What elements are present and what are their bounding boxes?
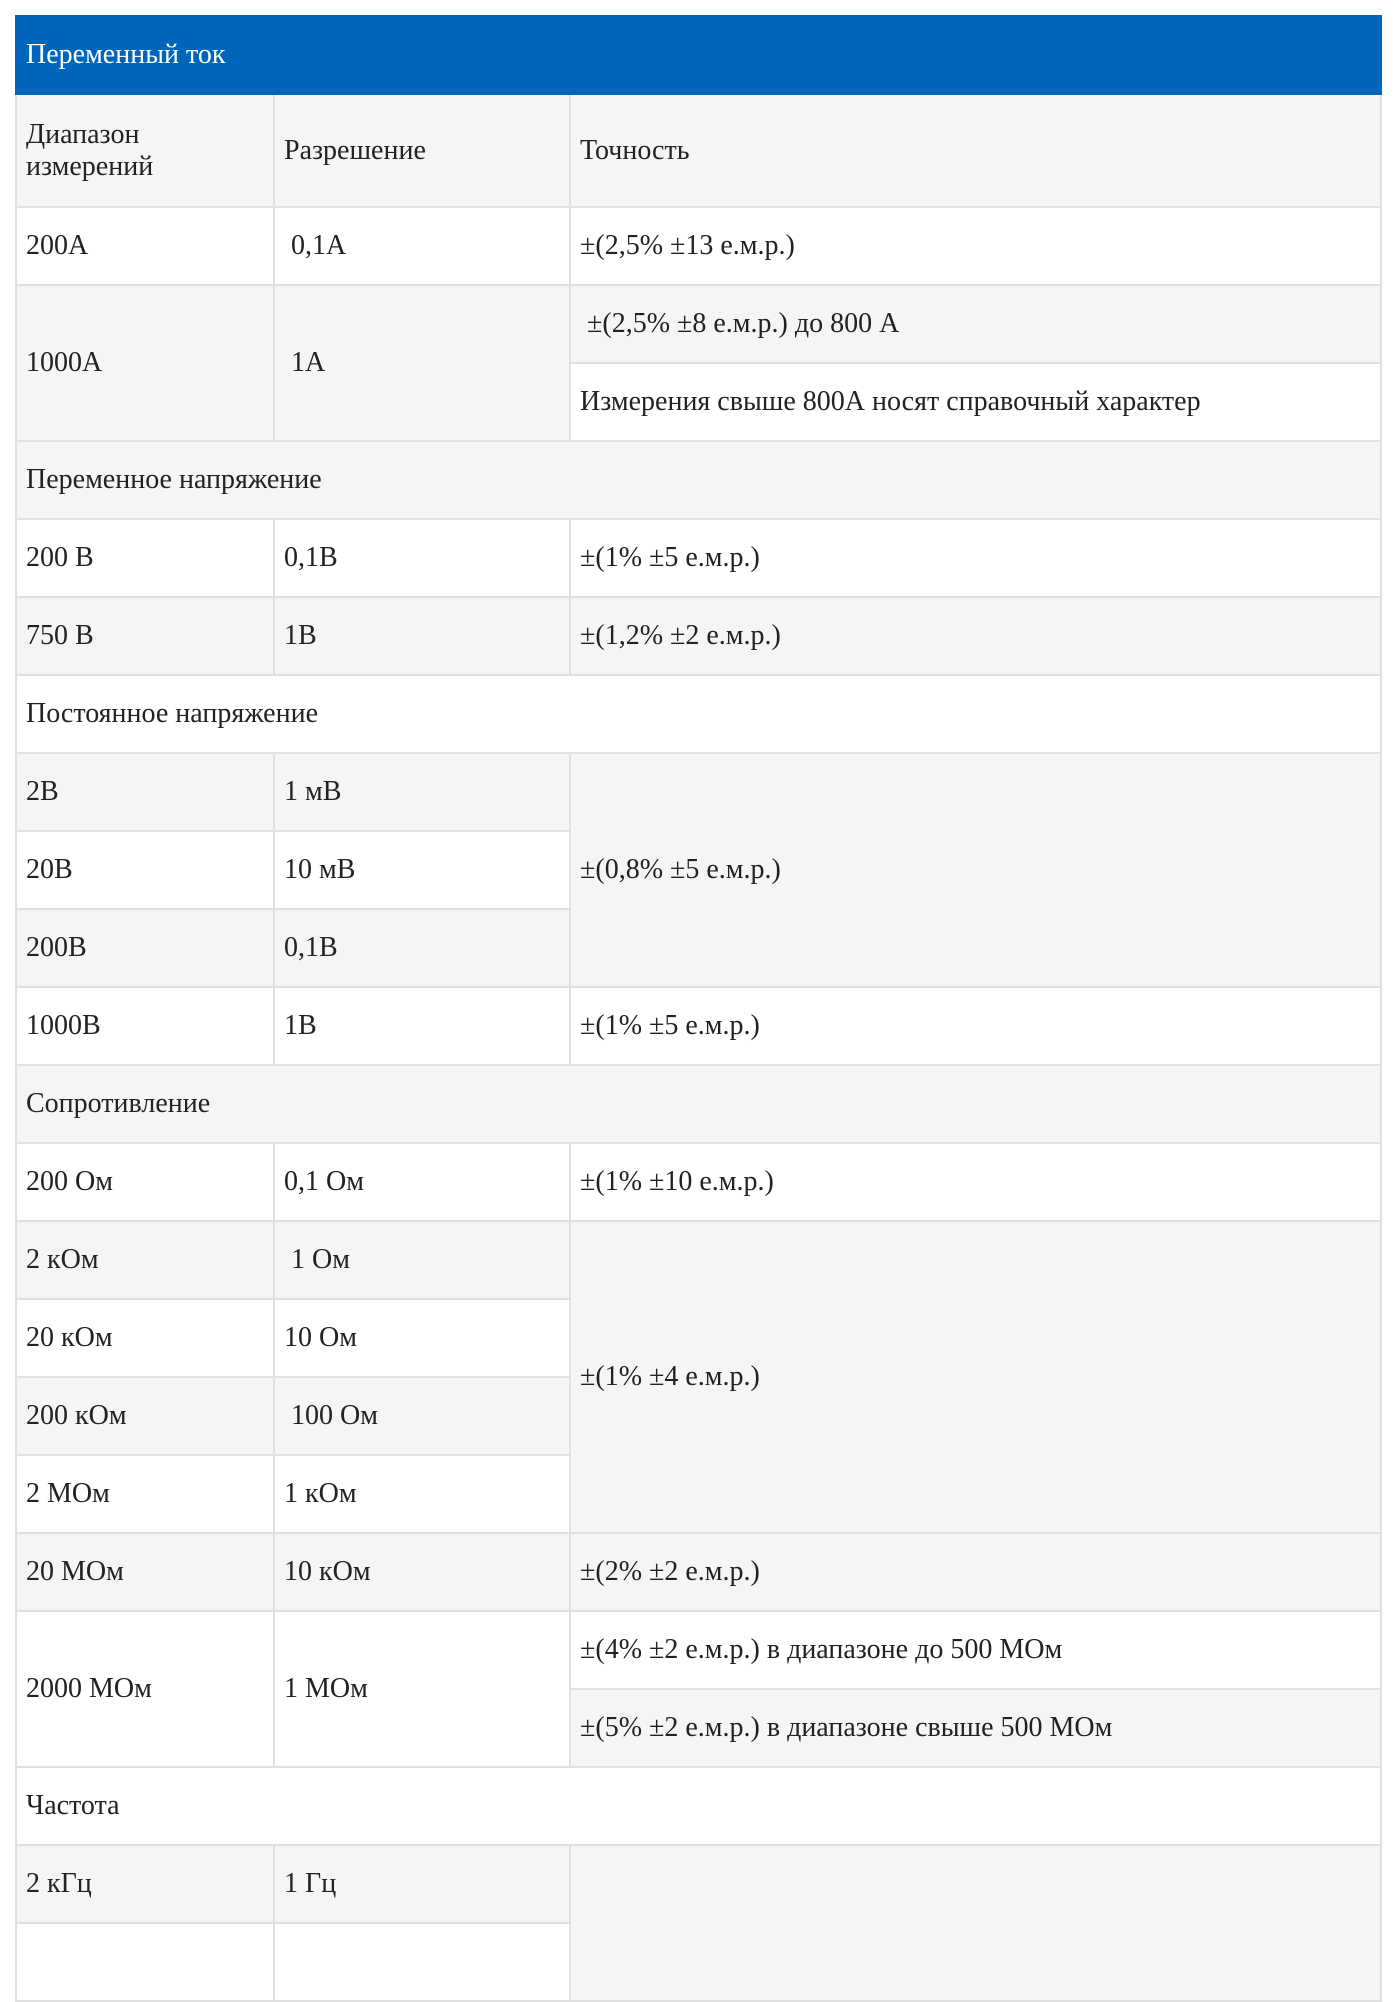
accuracy-cell: ±(1% ±4 е.м.р.) xyxy=(570,1221,1381,1533)
accuracy-cell: ±(2,5% ±8 е.м.р.) до 800 А xyxy=(570,285,1381,363)
resolution-cell: 0,1В xyxy=(274,909,570,987)
spec-table-container xyxy=(15,15,1380,2002)
accuracy-cell: ±(1% ±10 е.м.р.) xyxy=(570,1143,1381,1221)
range-cell: 200 Ом xyxy=(16,1143,274,1221)
resolution-cell: 1 Ом xyxy=(274,1221,570,1299)
resolution-cell: 1 Гц xyxy=(274,1845,570,1923)
range-cell: 200A xyxy=(16,207,274,285)
specifications-table xyxy=(15,15,1382,2002)
range-cell: 20В xyxy=(16,831,274,909)
range-cell: 20 МОм xyxy=(16,1533,274,1611)
header-range: Диапазон измерений xyxy=(16,94,274,207)
range-cell: 200 В xyxy=(16,519,274,597)
range-cell: 1000A xyxy=(16,285,274,441)
range-cell xyxy=(16,1923,274,2001)
table-row xyxy=(16,207,1381,285)
range-cell: 200 кОм xyxy=(16,1377,274,1455)
section-row xyxy=(16,441,1381,519)
table-row xyxy=(16,753,1381,831)
resolution-cell: 100 Ом xyxy=(274,1377,570,1455)
section-title-ac-voltage: Переменное напряжение xyxy=(16,441,1381,519)
accuracy-cell: ±(4% ±2 е.м.р.) в диапазоне до 500 МОм xyxy=(570,1611,1381,1689)
section-row xyxy=(16,675,1381,753)
table-row xyxy=(16,1845,1381,1923)
section-title-dc-voltage: Постоянное напряжение xyxy=(16,675,1381,753)
header-resolution: Разрешение xyxy=(274,94,570,207)
accuracy-cell: ±(1% ±5 е.м.р.) xyxy=(570,519,1381,597)
range-cell: 2000 МОм xyxy=(16,1611,274,1767)
accuracy-note-cell: ±(5% ±2 е.м.р.) в диапазоне свыше 500 МОм xyxy=(570,1689,1381,1767)
resolution-cell: 1 мВ xyxy=(274,753,570,831)
section-title-resistance: Сопротивление xyxy=(16,1065,1381,1143)
accuracy-cell xyxy=(570,1845,1381,2001)
range-cell: 1000В xyxy=(16,987,274,1065)
range-cell: 20 кОм xyxy=(16,1299,274,1377)
range-cell: 200В xyxy=(16,909,274,987)
section-row xyxy=(16,1065,1381,1143)
accuracy-note-cell: Измерения свыше 800А носят справочный характер xyxy=(570,363,1381,441)
table-row xyxy=(16,519,1381,597)
table-row xyxy=(16,1611,1381,1689)
table-row xyxy=(16,285,1381,363)
accuracy-cell: ±(1,2% ±2 е.м.р.) xyxy=(570,597,1381,675)
resolution-cell: 0,1В xyxy=(274,519,570,597)
range-cell: 750 В xyxy=(16,597,274,675)
range-cell: 2В xyxy=(16,753,274,831)
resolution-cell: 0,1A xyxy=(274,207,570,285)
resolution-cell: 1В xyxy=(274,597,570,675)
resolution-cell: 0,1 Ом xyxy=(274,1143,570,1221)
resolution-cell: 10 мВ xyxy=(274,831,570,909)
accuracy-cell: ±(2,5% ±13 е.м.р.) xyxy=(570,207,1381,285)
table-row xyxy=(16,1221,1381,1299)
range-cell: 2 МОм xyxy=(16,1455,274,1533)
header-row xyxy=(16,94,1381,207)
section-title-frequency: Частота xyxy=(16,1767,1381,1845)
resolution-cell: 10 Ом xyxy=(274,1299,570,1377)
resolution-cell: 1 МОм xyxy=(274,1611,570,1767)
table-title-row xyxy=(16,16,1381,94)
table-row xyxy=(16,987,1381,1065)
accuracy-cell: ±(0,8% ±5 е.м.р.) xyxy=(570,753,1381,987)
header-accuracy: Точность xyxy=(570,94,1381,207)
resolution-cell: 1В xyxy=(274,987,570,1065)
range-cell: 2 кГц xyxy=(16,1845,274,1923)
accuracy-cell: ±(2% ±2 е.м.р.) xyxy=(570,1533,1381,1611)
table-title: Переменный ток xyxy=(16,16,1381,94)
resolution-cell xyxy=(274,1923,570,2001)
resolution-cell: 1 кОм xyxy=(274,1455,570,1533)
resolution-cell: 10 кОм xyxy=(274,1533,570,1611)
table-row xyxy=(16,1143,1381,1221)
range-cell: 2 кОм xyxy=(16,1221,274,1299)
section-row xyxy=(16,1767,1381,1845)
table-row xyxy=(16,1533,1381,1611)
table-row xyxy=(16,597,1381,675)
resolution-cell: 1A xyxy=(274,285,570,441)
accuracy-cell: ±(1% ±5 е.м.р.) xyxy=(570,987,1381,1065)
